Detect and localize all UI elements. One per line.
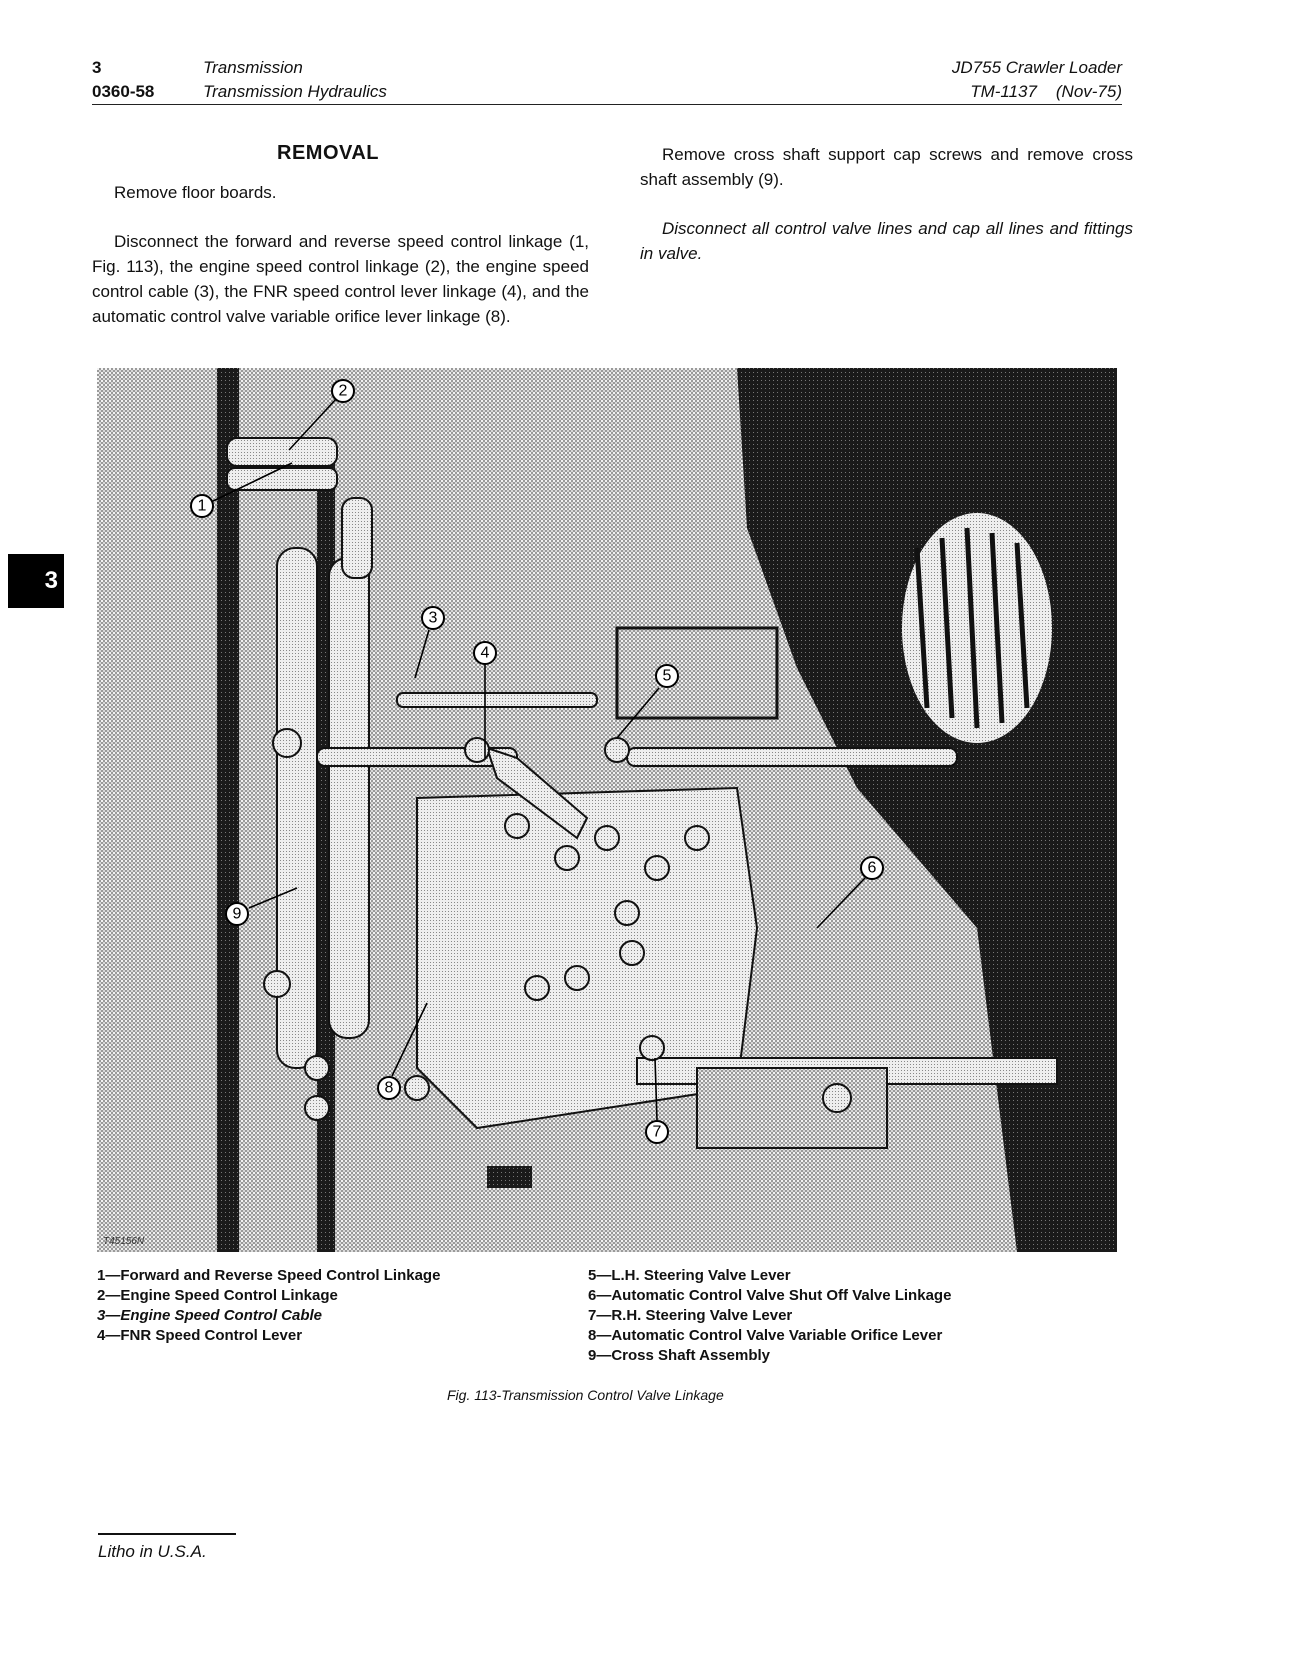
callout-4 — [474, 642, 496, 664]
paragraph-disconnect-valve-lines: Disconnect all control valve lines and cap all lines and fittings in valve. — [640, 219, 1133, 263]
footer-text: Litho in U.S.A. — [98, 1542, 207, 1561]
figure-photo — [97, 368, 1117, 1252]
callout-1 — [191, 495, 213, 517]
footer-rule — [98, 1533, 236, 1535]
figure-legend-left — [97, 1266, 440, 1346]
svg-text:6: 6 — [867, 859, 877, 877]
legend-item-6: 6—Automatic Control Valve Shut Off Valve Linkage — [588, 1287, 952, 1304]
svg-text:1: 1 — [197, 497, 207, 515]
legend-item-5: 5—L.H. Steering Valve Lever — [588, 1267, 791, 1284]
header-rule — [92, 104, 1122, 105]
figure-legend-right — [588, 1266, 951, 1366]
legend-item-4: 4—FNR Speed Control Lever — [97, 1327, 303, 1344]
machine-name: JD755 Crawler Loader — [951, 58, 1122, 77]
svg-text:9: 9 — [232, 905, 242, 923]
right-column-text — [640, 142, 1133, 290]
manual-date: (Nov-75) — [1055, 82, 1122, 101]
svg-text:7: 7 — [652, 1123, 662, 1141]
callout-8 — [378, 1077, 400, 1099]
svg-text:4: 4 — [480, 644, 490, 662]
svg-text:5: 5 — [662, 667, 672, 685]
svg-text:3: 3 — [428, 609, 438, 627]
section-tab — [8, 554, 64, 608]
manual-ref — [970, 80, 1122, 104]
legend-item-9: 9—Cross Shaft Assembly — [588, 1347, 771, 1364]
figure-caption: Fig. 113-Transmission Control Valve Linkage — [447, 1387, 724, 1403]
paragraph-remove-floor-boards: Remove floor boards. — [114, 183, 277, 202]
callout-7 — [646, 1121, 668, 1143]
legend-item-3: 3—Engine Speed Control Cable — [97, 1307, 323, 1324]
callout-5 — [656, 665, 678, 687]
svg-text:8: 8 — [384, 1079, 394, 1097]
subsection-title: Transmission Hydraulics — [203, 82, 387, 101]
callout-6 — [861, 857, 883, 879]
manual-number: TM-1137 — [970, 82, 1037, 101]
section-tab-label: 3 — [44, 567, 58, 594]
paragraph-remove-cross-shaft: Remove cross shaft support cap screws and remove cross shaft assembly (9). — [640, 145, 1133, 189]
callout-2 — [332, 380, 354, 402]
section-heading: REMOVAL — [277, 142, 380, 164]
legend-item-8: 8—Automatic Control Valve Variable Orifice Lever — [588, 1327, 943, 1344]
page-code: 0360-58 — [92, 82, 155, 101]
left-column-text — [92, 180, 589, 353]
paragraph-disconnect-linkage: Disconnect the forward and reverse speed control linkage (1, Fig. 113), the engine speed control linkage (2), the engine speed control cable (3), the FNR speed control lever linkage (4), and the automatic control valve variable orifice lever linkage (8). — [92, 232, 589, 326]
legend-item-7: 7—R.H. Steering Valve Lever — [588, 1307, 793, 1324]
callout-3 — [422, 607, 444, 629]
svg-text:2: 2 — [338, 382, 348, 400]
callout-9 — [226, 903, 248, 925]
section-title: Transmission — [203, 58, 303, 77]
legend-item-1: 1—Forward and Reverse Speed Control Linkage — [97, 1267, 441, 1284]
section-number: 3 — [92, 58, 102, 77]
legend-item-2: 2—Engine Speed Control Linkage — [97, 1287, 338, 1304]
figure-image-id: T45156N — [103, 1236, 145, 1247]
